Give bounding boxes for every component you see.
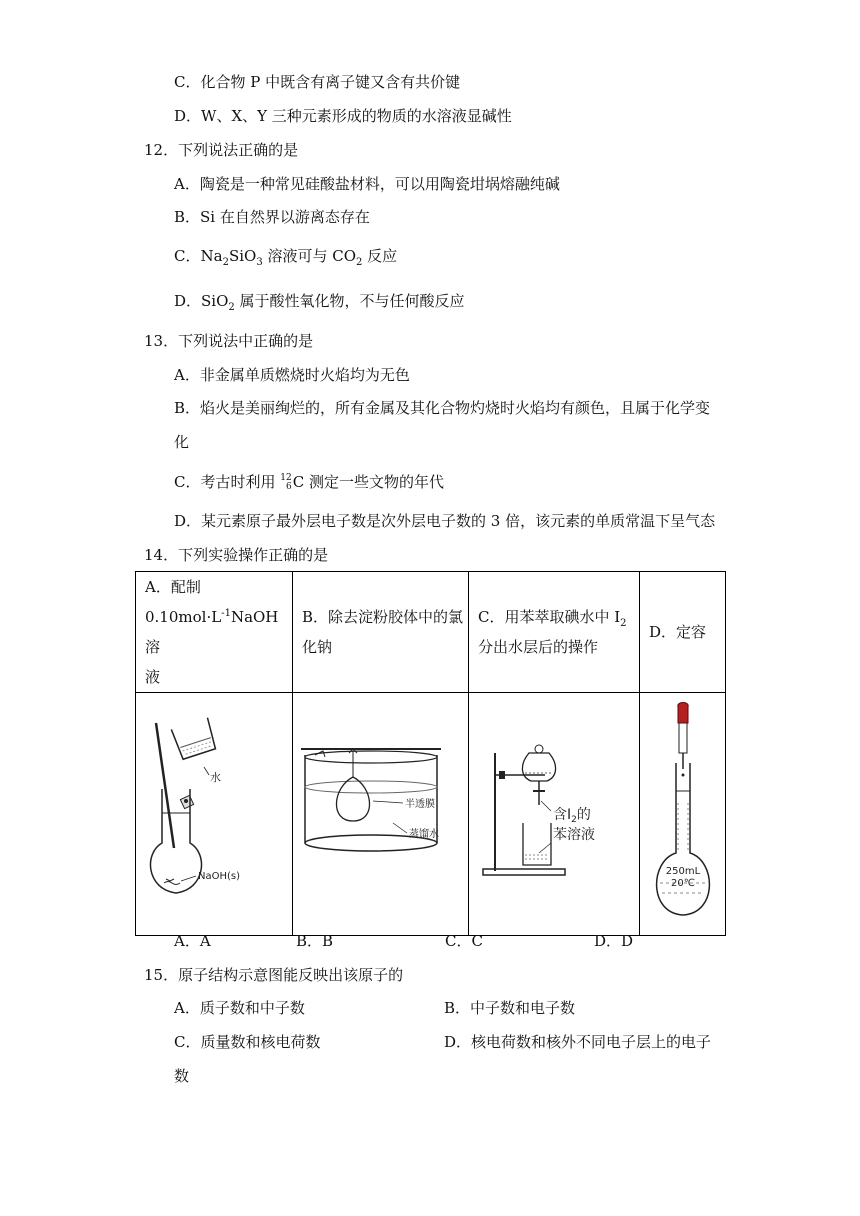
q15-option-a: A．质子数和中子数 [174, 999, 305, 1017]
q15-option-d-line2: 数 [174, 1067, 190, 1085]
q15-stem: 15．原子结构示意图能反映出该原子的 [144, 966, 404, 984]
q11-option-c: C．化合物 P 中既含有离子键又含有共价键 [174, 73, 461, 91]
figure-b-illustration [293, 693, 469, 931]
cell-a-text: A．配制 $0.10mol\cdot L^{-1}NaOH$ 溶 液 [136, 572, 293, 693]
q12-option-b: B．Si 在自然界以游离态存在 [174, 208, 370, 226]
figure-a-dissolving [136, 693, 293, 936]
q15-option-c: C．质量数和核电荷数 [174, 1033, 321, 1051]
q12-option-a: A．陶瓷是一种常见硅酸盐材料，可以用陶瓷坩埚熔融纯碱 [174, 175, 560, 193]
label-flask-volume: 250mL [665, 866, 701, 877]
figure-d-illustration [640, 693, 726, 931]
q13-option-d: D．某元素原子最外层电子数是次外层电子数的 3 倍，该元素的单质常温下呈气态 [174, 512, 716, 530]
cell-c-text: C．用苯萃取碘水中 $I_2$ 分出水层后的操作 [469, 572, 640, 693]
q14-answer-a: A．A [174, 932, 211, 950]
q15-option-b: B．中子数和电子数 [444, 999, 576, 1017]
q13-stem: 13．下列说法中正确的是 [144, 332, 314, 350]
q12-option-d: D．SiO$_2$ 属于酸性氧化物，不与任何酸反应 [174, 292, 465, 313]
label-distilled-water: 蒸馏水 [409, 829, 439, 840]
q11-option-d: D．W、X、Y 三种元素形成的物质的水溶液显碱性 [174, 107, 512, 125]
label-membrane: 半透膜 [405, 799, 435, 810]
label-benzene-solution: 苯溶液 [553, 827, 595, 843]
cell-d-text: D．定容 [640, 572, 726, 693]
figure-a-illustration [136, 693, 293, 931]
q12-stem: 12．下列说法正确的是 [144, 141, 299, 159]
figure-b-dialysis [293, 693, 469, 936]
q15-option-d-line1: D．核电荷数和核外不同电子层上的电子 [444, 1033, 712, 1051]
label-flask-temperature: 20℃ [671, 878, 695, 889]
figure-c-separating-funnel [469, 693, 640, 936]
q14-stem: 14．下列实验操作正确的是 [144, 546, 329, 564]
q12-option-c: C．$Na_2SiO_3$ 溶液可与 $CO_2$ 反应 [174, 247, 398, 268]
q13-option-b-line1: B．焰火是美丽绚烂的，所有金属及其化合物灼烧时火焰均有颜色，且属于化学变 [174, 399, 711, 417]
cell-b-text: B．除去淀粉胶体中的氯 化钠 [293, 572, 469, 693]
figure-c-illustration [469, 693, 640, 931]
q14-answer-d: D．D [594, 932, 634, 950]
figure-d-volumetric-flask [640, 693, 726, 936]
label-iodine-solution: 含$I_2$的 [553, 807, 591, 825]
q13-option-a: A．非金属单质燃烧时火焰均为无色 [174, 366, 410, 384]
q13-option-c: C．考古时利用 12 6 C 测定一些文物的年代 [174, 473, 444, 492]
q14-answer-b: B．B [296, 932, 334, 950]
label-water: 水 [210, 771, 221, 784]
q14-experiment-table [135, 571, 726, 936]
label-naoh: NaOH(s) [198, 871, 241, 882]
q14-answer-c: C．C [445, 932, 483, 950]
q13-option-b-line2: 化 [174, 433, 190, 451]
